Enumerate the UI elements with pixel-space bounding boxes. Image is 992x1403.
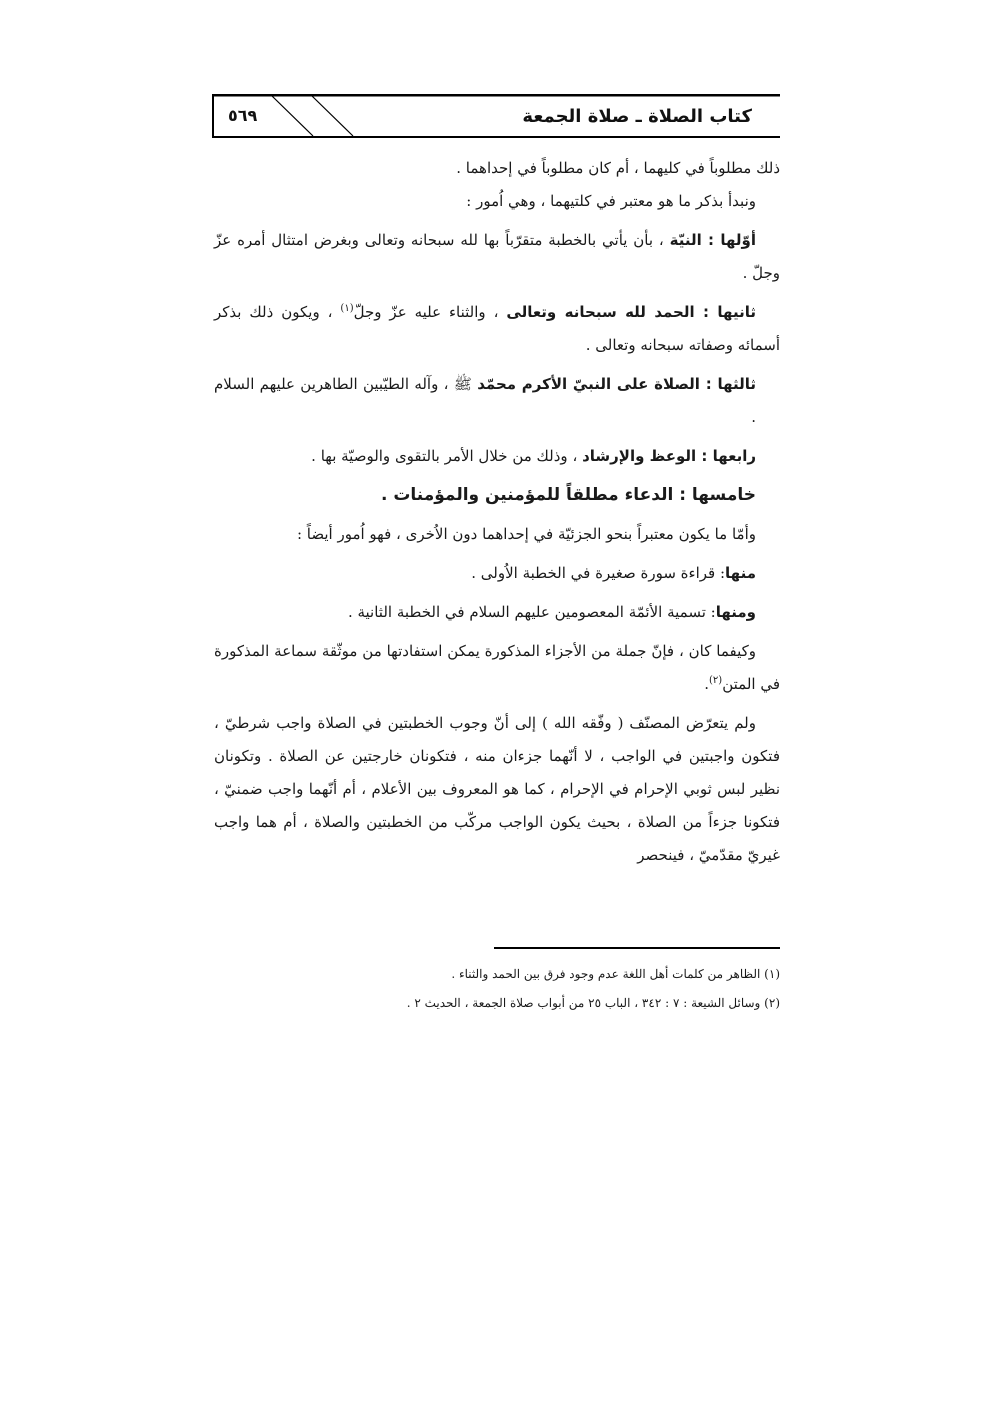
item-third	[214, 368, 780, 434]
item-first-label: أوّلها : النيّة	[669, 231, 756, 249]
item-second-text-a: ، والثناء عليه عزّ وجلّ	[353, 303, 499, 321]
summary-paragraph	[214, 635, 780, 701]
partial-item-2	[214, 596, 780, 629]
page-header	[212, 94, 780, 139]
footnote-2: (٢) وسائل الشيعة : ٧ : ٣٤٢ ، الباب ٢٥ من أبواب صلاة الجمعة ، الحديث ٢ .	[406, 996, 780, 1010]
item-third-label: ثالثها : الصلاة على النبيّ الأكرم محمّد	[477, 375, 756, 393]
item-fourth-text: ، وذلك من خلال الأمر بالتقوى والوصيّة بها .	[311, 447, 578, 465]
summary-text: وكيفما كان ، فإنّ جملة من الأجزاء المذكورة يمكن استفادتها من موثّقة سماعة المذكورة في المتن	[214, 642, 780, 693]
partial-item-2-text: : تسمية الأئمّة المعصومين علیهم السلام في الخطبة الثانية .	[347, 603, 716, 621]
footnote-1: (١) الظاهر من كلمات أهل اللغة عدم وجود فرق بين الحمد والثناء .	[451, 967, 780, 981]
item-fourth-label: رابعها : الوعظ والإرشاد	[582, 447, 756, 465]
footnote-ref-1: (١)	[340, 303, 354, 314]
intro-line-1: ذلك مطلوباً في كليهما ، أم كان مطلوباً في إحداهما .	[456, 159, 780, 177]
intro-line-2: ونبدأ بذكر ما هو معتبر في كلتيهما ، وهي اُمور :	[466, 192, 756, 210]
partial-intro: وأمّا ما يكون معتبراً بنحو الجزئيّة في إحداهما دون الاُخرى ، فهو اُمور أيضاً :	[296, 525, 756, 543]
item-second	[214, 296, 780, 362]
partial-item-1	[214, 557, 780, 590]
final-paragraph: ولم يتعرّض المصنّف ( وفّقه الله ) إلى أنّ وجوب الخطبتين في الصلاة واجب شرطيّ ، فتكون واجبتين في الواجب ، لا أنّهما جزءان منه ، فتكونان خارجتين عن الصلاة . وتكونان نظير لبس ثوبي الإحرام في الإحرام ، كما هو المعروف بين الأعلام ، أم أنّهما واجب ضمنيّ ، فتكونا جزءاً من الصلاة ، بحيث يكون الواجب مركّب من الخطبتين والصلاة ، أم هما واجب غيريّ مقدّميّ ، فينحصر	[214, 714, 780, 864]
footnote-ref-2: (٢)	[709, 675, 723, 686]
item-first	[214, 224, 780, 290]
item-second-text-b: ، ويكون ذلك بذكر أسمائه وصفاته سبحانه وتعالى .	[214, 303, 780, 354]
partial-item-2-label: ومنها	[715, 603, 756, 621]
item-fifth	[214, 479, 780, 512]
partial-item-1-text: : قراءة سورة صغيرة في الخطبة الاُولى .	[471, 564, 726, 582]
partial-item-1-label: منها	[725, 564, 756, 582]
item-second-label: ثانيها : الحمد لله سبحانه وتعالى	[506, 303, 756, 321]
page-number: ٥٦٩	[228, 106, 258, 125]
item-third-text: ﷺ ، وآله الطيّبين الطاهرين علیهم السلام .	[214, 375, 756, 426]
item-fifth-label: خامسها : الدعاء مطلقاً للمؤمنين والمؤمنات .	[380, 485, 756, 505]
footnote-divider	[494, 947, 780, 949]
footnotes	[214, 960, 780, 1018]
item-first-text: ، بأن يأتي بالخطبة متقرّباً بها لله سبحانه وتعالى وبغرض امتثال أمره عزّ وجلّ .	[214, 231, 780, 282]
main-text	[214, 152, 780, 872]
item-fourth	[214, 440, 780, 473]
running-title: كتاب الصلاة ـ صلاة الجمعة	[522, 106, 752, 127]
summary-end: .	[704, 675, 710, 693]
